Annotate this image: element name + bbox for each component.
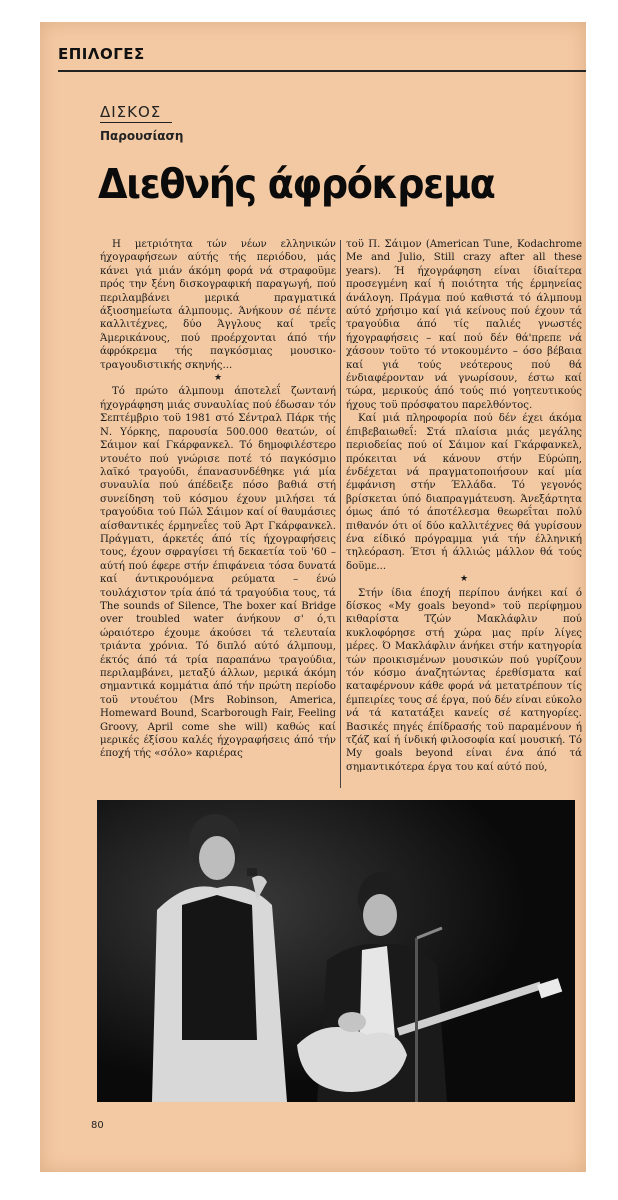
intro-paragraph: Η μετριότητα τών νέων ελληνικών ήχογραφήσεων αύτής τής περιόδου, μάς κάνει γιά μιάν άκόμη φορά νά στραφοϋμε πρός την ξένη δισκογραφική παραγωγή, πού περιλαμβάνει μερικά πραγματικά άξιοσημείωτα άλμπουμς. Άνήκουν σέ πέντε καλλιτέχνες, δύο Άγγλους καί τρεΐς Άμερικάνους, πού προέρχονται άπό τήν άφρόκρεμα τής παγκόσμιας μουσικο-τραγουδιστικής σκηνής...	[100, 239, 336, 371]
header-rule	[58, 70, 586, 72]
category-underline	[100, 122, 172, 123]
continuation-paragraph: τοϋ Π. Σάιμον (American Tune, Kodachrome Me and Julio, Still crazy after all these years). Ή ήχογράφηση είναι ίδιαίτερα προσεγμένη καί ή ποιότητα τής έρμηνείας άνάλογη. Πράγμα πού καθιστά τό άλμπουμ αύτό χρήσιμο καί γιά κείνους πού έχουν τά τραγούδια άπό τίς παλιές γνωστές ήχογραφήσεις – καί πού δέν θά'πρεπε νά χάσουν τοϋτο τό ντοκουμέντο – όσο βέβαια καί γιά τούς νεότερους πού θά ένδιαφέρονταν νά γνωρίσουν, έστω καί τώρα, μερικούς άπό τούς πιό γοητευτικούς ήχους τοϋ πρόσφατου παρελθόντος.	[346, 239, 582, 411]
section-star-2: ★	[459, 574, 469, 585]
section-header: ΕΠΙΛΟΓΕΣ	[58, 45, 145, 63]
left-column	[100, 238, 336, 761]
section-star: ★	[213, 373, 223, 384]
page-number: 80	[91, 1120, 104, 1131]
right-column	[346, 238, 582, 774]
article-headline: Διεθνής άφρόκρεμα	[98, 160, 495, 208]
concert-photo	[97, 800, 575, 1102]
info-paragraph: Καί μιά πληροφορία πού δέν έχει άκόμα έπιβεβαιωθεΐ: Στά πλαίσια μιάς μεγάλης περιοδείας πού οί Σάιμον καί Γκάρφανκελ, πρόκειται νά κάνουν στήν Εύρώπη, ένδέχεται νά πραγματοποιήσουν καί μία έμφάνιση στήν Έλλάδα. Τό γεγονός βρίσκεται ύπό διαπραγμάτευση. Άνεξάρτητα όμως άπό τό άποτέλεσμα θεωρεΐται πολύ πιθανόν ότι οί δύο καλλιτέχνες θά γυρίσουν ένα είδικό πρόγραμμα γιά τήν έλληνική τηλεόραση. Έτσι ή άλλιώς μάλλον θά τούς δοϋμε...	[346, 413, 582, 572]
concert-photo-illustration	[97, 800, 575, 1102]
subcategory-label: Παρουσίαση	[100, 129, 184, 143]
category-label: ΔΙΣΚΟΣ	[100, 103, 162, 121]
mclaughlin-paragraph: Στήν ίδια έποχή περίπου άνήκει καί ό δίσκος «My goals beyond» τοϋ περίφημου κιθαρίστα Τζών Μακλάφλιν πού κυκλοφόρησε στή χώρα μας πρίν λίγες μέρες. Ό Μακλάφλιν άνήκει στήν κατηγορία τών προικισμένων μουσικών πού γυρίζουν τόν κόσμο άναζητώντας έρεθίσματα καί καταφέρνουν κάθε φορά νά μετατρέπουν τίς έμπειρίες τους σέ έργα, πού δέν είναι εύκολο νά τά κατατάξει κανείς σέ κατηγορίες. Βασικές πηγές έπίδρασής τοϋ παραμένουν ή τζάζ καί ή ίνδική φιλοσοφία καί μουσική. Τό My goals beyond είναι ένα άπό τά σημαντικότερα έργα του καί αύτό πού,	[346, 587, 582, 773]
column-divider	[340, 240, 341, 788]
body-paragraph: Τό πρώτο άλμπουμ άποτελεΐ ζωντανή ήχογράφηση μιάς συναυλίας πού έδωσαν τόν Σεπτέμβριο τοϋ 1981 στό Σέντραλ Πάρκ τής Ν. Υόρκης, παρουσία 500.000 θεατών, οί Σάιμον καί Γκάρφανκελ. Τό δημοφιλέστερο ντουέτο πού γνώρισε ποτέ τό παγκόσμιο λαϊκό τραγούδι, έπανασυνδέθηκε γιά μία συναυλία πού άπέδειξε πόσο βαθιά στή συνείδηση τοϋ κόσμου έχουν μιλήσει τά τραγούδια τού Πώλ Σάιμον καί οί θαυμάσιες αίσθαντικές έρμηνεΐες τοϋ Άρτ Γκάρφανκελ. Πράγματι, άρκετές άπό τίς ήχογραφήσεις τους, έχουν σφραγίσει τή δεκαετία τοϋ '60 – αύτή πού έφερε στήν έπιφάνεια τόσα δυνατά καί άντικρουόμενα ρεύματα – ένώ τουλάχιστον τρία άπό τά τραγούδια τους, τά The sounds of Silence, The boxer καί Bridge over troubled water άνήκουν σ' ό,τι ώραιότερο έχουμε άκούσει τά τελευταία τριάντα χρόνια. Τό διπλό αύτό άλμπουμ, έκτός άπό τά τρία παραπάνω τραγούδια, περιλαμβάνει, μεταξύ άλλων, μερικά άκόμη σημαντικά κομμάτια άπό τήν πρώτη περίοδο τοϋ ντουέτου (Mrs Robinson, America, Homeward Bound, Scarborough Fair, Feeling Groovy, April come she will) καθώς καί μερικές έξίσου καλές ήχογραφήσεις άπό τήν έποχή τής «σόλο» καριέρας	[100, 386, 336, 760]
